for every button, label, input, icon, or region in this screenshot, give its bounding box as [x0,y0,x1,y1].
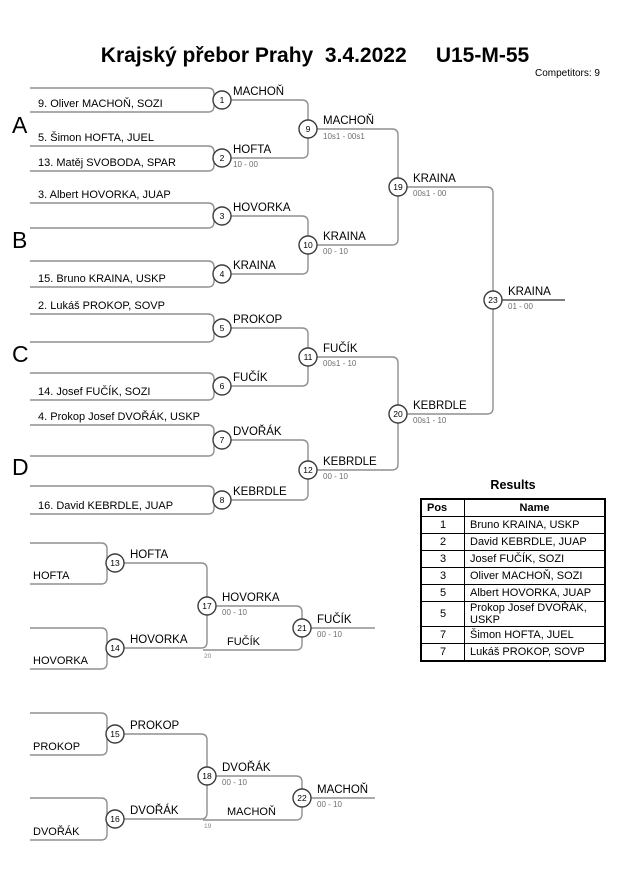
match-2 [213,144,271,169]
match-winner-label: HOVORKA [222,592,280,604]
results-row [421,551,605,568]
match-score: 00 - 10 [222,608,247,617]
bracket-line [317,357,398,470]
match-winner-label: DVOŘÁK [130,805,179,817]
incoming-match-ref: 19 [204,823,212,830]
match-number: 15 [110,729,120,739]
competitors-count: Competitors: 9 [534,68,600,79]
results-cell-pos: 5 [421,585,465,602]
match-score: 00 - 10 [222,778,247,787]
results-cell-name: Lukáš PROKOP, SOVP [465,644,606,662]
match-winner-label: HOVORKA [130,634,188,646]
bracket-line [30,203,214,228]
results-cell-name: David KEBRDLE, JUAP [465,534,606,551]
results-cell-pos: 3 [421,551,465,568]
match-score: 00s1 - 10 [413,416,447,425]
match-20 [389,400,467,425]
match-score: 10 - 00 [233,160,258,169]
match-number: 10 [303,240,313,250]
match-winner-label: KRAINA [233,260,276,272]
match-winner-label: MACHOŇ [323,115,375,127]
match-score: 00 - 10 [317,630,342,639]
entry-label: PROKOP [33,741,81,753]
match-winner-label: HOVORKA [233,202,291,214]
match-score: 00 - 10 [323,247,348,256]
match-number: 16 [110,814,120,824]
match-score: 01 - 00 [508,302,533,311]
entry-label: HOFTA [33,570,70,582]
results-cell-name: Josef FUČÍK, SOZI [465,551,606,568]
bracket-line [30,314,214,342]
results-panel [420,478,606,662]
match-13 [106,549,168,572]
match-19 [389,173,456,198]
match-winner-label: MACHOŇ [233,86,285,98]
match-number: 3 [219,211,225,221]
page-title: Krajský přebor Prahy 3.4.2022 U15-M-55 [100,44,530,67]
match-22 [293,783,368,809]
match-winner-label: HOFTA [130,549,169,561]
match-7 [213,425,282,449]
entry-label: 14. Josef FUČÍK, SOZI [38,386,151,398]
match-winner-label: FUČÍK [317,614,352,626]
bracket-line [407,187,493,414]
bracket-line [317,129,398,245]
match-winner-label: KEBRDLE [233,486,287,498]
results-row [421,534,605,551]
entry-label: 3. Albert HOVORKA, JUAP [38,189,171,201]
match-number: 7 [219,435,225,445]
results-row [421,627,605,644]
results-cell-pos: 3 [421,568,465,585]
entry-label: HOVORKA [33,655,89,667]
entry-label: 15. Bruno KRAINA, USKP [38,273,166,285]
results-cell-name: Albert HOVORKA, JUAP [465,585,606,602]
match-4 [213,260,276,283]
match-winner-label: HOFTA [233,144,272,156]
match-15 [106,720,180,743]
match-number: 8 [219,495,225,505]
match-3 [213,202,291,225]
match-1 [213,85,284,109]
match-number: 21 [297,623,307,633]
match-number: 20 [393,409,403,419]
entry-label: 9. Oliver MACHOŇ, SOZI [38,98,163,110]
match-9 [299,114,374,141]
match-winner-label: KRAINA [508,286,551,298]
match-winner-label: FUČÍK [233,372,268,384]
match-number: 18 [202,771,212,781]
match-number: 1 [219,95,225,105]
match-number: 6 [219,381,225,391]
match-6 [213,371,268,395]
entry-label: 5. Šimon HOFTA, JUEL [38,132,154,144]
results-row [421,602,605,627]
match-number: 2 [219,153,225,163]
match-winner-label: KEBRDLE [413,400,467,412]
results-cell-pos: 5 [421,602,465,627]
results-header-row [421,499,605,517]
results-row [421,517,605,534]
match-12 [299,456,377,481]
group-label-a: A [12,112,28,138]
match-winner-label: DVOŘÁK [222,762,271,774]
match-winner-label: KRAINA [323,231,366,243]
match-18 [198,761,271,787]
results-row [421,644,605,662]
entry-label: 13. Matěj SVOBODA, SPAR [38,157,176,169]
match-score: 00s1 - 00 [413,189,447,198]
match-winner-label: PROKOP [130,720,180,732]
match-number: 13 [110,558,120,568]
bracket-line [30,425,214,456]
results-cell-name: Bruno KRAINA, USKP [465,517,606,534]
match-winner-label: KEBRDLE [323,456,377,468]
match-number: 12 [303,465,313,475]
match-5 [213,314,283,337]
group-label-c: C [12,341,29,367]
entry-label: DVOŘÁK [33,826,80,838]
match-number: 22 [297,793,307,803]
results-cell-name: Prokop Josef DVOŘÁK, USKP [465,602,606,627]
results-cell-name: Oliver MACHOŇ, SOZI [465,568,606,585]
match-number: 11 [303,352,313,362]
entry-label: 16. David KEBRDLE, JUAP [38,500,174,512]
entry-label: 2. Lukáš PROKOP, SOVP [38,300,165,312]
entry-label: FUČÍK [227,636,260,648]
results-cell-pos: 7 [421,627,465,644]
match-score: 00 - 10 [323,472,348,481]
match-number: 17 [202,601,212,611]
match-number: 19 [393,182,403,192]
match-number: 9 [305,124,311,134]
results-cell-name: Šimon HOFTA, JUEL [465,627,606,644]
match-17 [198,592,280,617]
match-number: 23 [488,295,498,305]
group-label-d: D [12,454,29,480]
match-14 [106,634,188,657]
match-16 [106,804,179,828]
match-23 [484,286,551,311]
entry-label: 4. Prokop Josef DVOŘÁK, USKP [38,411,201,423]
match-8 [213,486,287,509]
match-score: 00 - 10 [317,800,342,809]
match-winner-label: MACHOŇ [317,784,369,796]
match-10 [299,231,366,256]
match-score: 10s1 - 00s1 [323,132,365,141]
match-number: 5 [219,323,225,333]
match-winner-label: PROKOP [233,314,283,326]
results-header-name: Name [465,499,606,517]
incoming-match-ref: 20 [204,653,212,660]
results-row [421,585,605,602]
match-number: 4 [219,269,225,279]
match-number: 14 [110,643,120,653]
results-cell-pos: 2 [421,534,465,551]
results-cell-pos: 7 [421,644,465,662]
entry-label: MACHOŇ [227,806,276,818]
group-label-b: B [12,227,28,253]
match-winner-label: DVOŘÁK [233,426,282,438]
match-winner-label: FUČÍK [323,343,358,355]
results-row [421,568,605,585]
match-score: 00s1 - 10 [323,359,357,368]
match-winner-label: KRAINA [413,173,456,185]
results-cell-pos: 1 [421,517,465,534]
results-title: Results [490,478,536,492]
results-table [420,498,606,662]
results-header-pos: Pos [421,499,465,517]
